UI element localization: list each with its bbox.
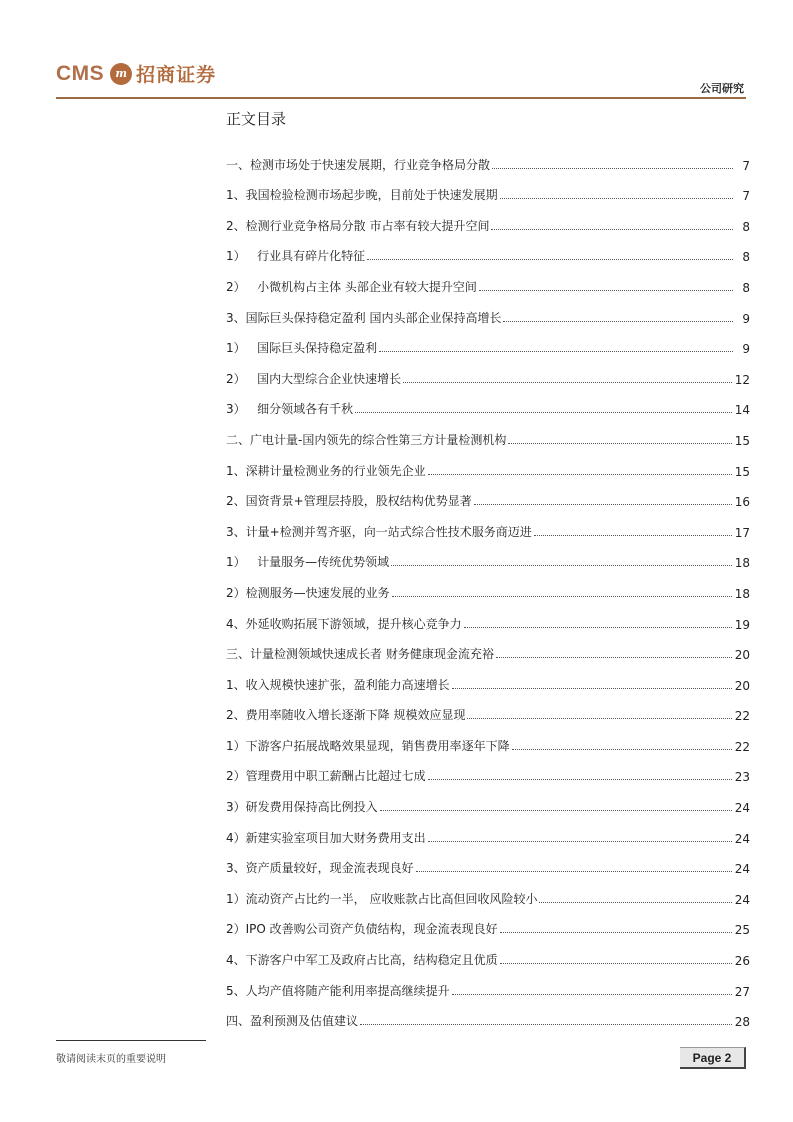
toc-entry-page: 20 (734, 678, 750, 693)
toc-leader-dots (539, 902, 731, 903)
toc-leader-dots (452, 688, 732, 689)
page-header (56, 54, 746, 98)
toc-leader-dots (491, 229, 733, 230)
toc-leader-dots (367, 259, 733, 260)
toc-entry-text: 3、国际巨头保持稳定盈利 国内头部企业保持高增长 (226, 310, 502, 325)
toc-entry-text: 4、外延收购拓展下游领域，提升核心竞争力 (226, 616, 462, 631)
toc-entry[interactable] (226, 937, 750, 968)
toc-entry-page: 24 (734, 831, 750, 846)
toc-entry[interactable] (226, 356, 750, 387)
toc-entry-text: 4、下游客户中军工及政府占比高，结构稳定且优质 (226, 953, 498, 968)
toc-entry-page: 25 (734, 923, 750, 938)
toc-entry-page: 8 (742, 280, 750, 295)
toc-entry-page: 24 (734, 862, 750, 877)
toc-entry[interactable] (226, 264, 750, 295)
toc-leader-dots (464, 627, 732, 628)
toc-entry[interactable] (226, 754, 750, 785)
toc-leader-dots (360, 1024, 732, 1025)
toc-entry-text: 1） 行业具有碎片化特征 (226, 249, 366, 264)
toc-entry[interactable] (226, 632, 750, 663)
toc-entry[interactable] (226, 876, 750, 907)
toc-entry[interactable] (226, 479, 750, 510)
toc-entry-text: 2） 国内大型综合企业快速增长 (226, 371, 402, 386)
toc-entry-page: 18 (734, 556, 750, 571)
toc-entry-page: 28 (734, 1015, 750, 1030)
toc-leader-dots (403, 382, 732, 383)
toc-leader-dots (428, 779, 732, 780)
toc-entry[interactable] (226, 999, 750, 1030)
toc-entry-page: 24 (734, 892, 750, 907)
toc-entry[interactable] (226, 203, 750, 234)
toc-entry-page: 17 (734, 525, 750, 540)
toc-leader-dots (380, 810, 732, 811)
logo-latin: CMS (56, 61, 105, 85)
toc-entry-page: 15 (734, 464, 750, 479)
toc-entry-page: 7 (742, 189, 750, 204)
toc-entry-page: 14 (734, 403, 750, 418)
toc-entry-text: 2、国资背景+管理层持股，股权结构优势显著 (226, 494, 472, 509)
toc-leader-dots (500, 932, 732, 933)
toc-entry-page: 22 (734, 709, 750, 724)
toc-entry[interactable] (226, 784, 750, 815)
footer-divider (56, 1040, 206, 1041)
toc-entry-text: 3） 细分领域各有千秋 (226, 402, 354, 417)
header-divider (56, 97, 746, 99)
toc-entry-page: 8 (742, 219, 750, 234)
toc-title: 正文目录 (226, 110, 287, 128)
toc-entry-text: 1、深耕计量检测业务的行业领先企业 (226, 463, 426, 478)
toc-entry-text: 5、人均产值将随产能利用率提高继续提升 (226, 983, 450, 998)
toc-entry-text: 2）检测服务—快速发展的业务 (226, 585, 390, 600)
toc-leader-dots (479, 290, 733, 291)
toc-entry[interactable] (226, 448, 750, 479)
toc-leader-dots (392, 596, 732, 597)
toc-leader-dots (355, 412, 732, 413)
toc-entry-text: 一、检测市场处于快速发展期，行业竞争格局分散 (226, 157, 491, 172)
toc-entry[interactable] (226, 173, 750, 204)
toc-entry-page: 16 (734, 495, 750, 510)
toc-entry-page: 26 (734, 954, 750, 969)
toc-entry-text: 1）下游客户拓展战略效果显现，销售费用率逐年下降 (226, 738, 510, 753)
report-type: 公司研究 (700, 82, 744, 95)
toc-entry[interactable] (226, 326, 750, 357)
toc-entry[interactable] (226, 723, 750, 754)
table-of-contents (226, 142, 750, 1029)
toc-entry-page: 8 (742, 250, 750, 265)
toc-entry[interactable] (226, 570, 750, 601)
footer-note: 敬请阅读末页的重要说明 (56, 1054, 166, 1065)
toc-entry-text: 三、计量检测领域快速成长者 财务健康现金流充裕 (226, 647, 494, 662)
toc-leader-dots (500, 198, 733, 199)
toc-entry-text: 1、我国检验检测市场起步晚，目前处于快速发展期 (226, 188, 498, 203)
toc-entry[interactable] (226, 846, 750, 877)
toc-entry-page: 15 (734, 433, 750, 448)
toc-entry-page: 24 (734, 801, 750, 816)
toc-leader-dots (428, 841, 732, 842)
toc-entry-text: 2）IPO 改善购公司资产负债结构，现金流表现良好 (226, 922, 498, 937)
toc-entry-page: 9 (742, 342, 750, 357)
toc-entry-text: 2、费用率随收入增长逐渐下降 规模效应显现 (226, 708, 466, 723)
toc-entry-text: 3）研发费用保持高比例投入 (226, 800, 378, 815)
toc-entry[interactable] (226, 907, 750, 938)
toc-entry[interactable] (226, 142, 750, 173)
toc-entry[interactable] (226, 295, 750, 326)
toc-entry-page: 18 (734, 586, 750, 601)
toc-entry[interactable] (226, 815, 750, 846)
toc-entry-text: 二、广电计量-国内领先的综合性第三方计量检测机构 (226, 432, 507, 447)
toc-leader-dots (474, 504, 732, 505)
toc-entry-page: 27 (734, 984, 750, 999)
logo-chinese: 招商证券 (136, 64, 217, 86)
toc-entry-page: 20 (734, 648, 750, 663)
toc-entry-text: 1、收入规模快速扩张，盈利能力高速增长 (226, 677, 450, 692)
toc-entry[interactable] (226, 968, 750, 999)
toc-entry-page: 7 (742, 158, 750, 173)
toc-entry-page: 12 (734, 372, 750, 387)
toc-entry-text: 3、资产质量较好，现金流表现良好 (226, 861, 414, 876)
logo-badge-icon: m (110, 63, 132, 85)
toc-entry[interactable] (226, 693, 750, 724)
toc-leader-dots (416, 871, 732, 872)
toc-entry-text: 2、检测行业竞争格局分散 市占率有较大提升空间 (226, 218, 490, 233)
toc-leader-dots (503, 321, 733, 322)
toc-leader-dots (534, 535, 732, 536)
page-number-box: Page 2 (680, 1047, 746, 1069)
toc-entry-text: 四、盈利预测及估值建议 (226, 1014, 359, 1029)
toc-leader-dots (500, 963, 732, 964)
toc-entry[interactable] (226, 234, 750, 265)
toc-entry[interactable] (226, 662, 750, 693)
toc-entry-text: 2） 小微机构占主体 头部企业有较大提升空间 (226, 279, 477, 294)
toc-entry[interactable] (226, 540, 750, 571)
toc-entry-text: 1）流动资产占比约一半， 应收账款占比高但回收风险较小 (226, 891, 538, 906)
toc-entry-text: 1） 计量服务—传统优势领域 (226, 555, 390, 570)
toc-entry-text: 4）新建实验室项目加大财务费用支出 (226, 830, 426, 845)
toc-leader-dots (452, 994, 732, 995)
toc-leader-dots (379, 351, 733, 352)
toc-leader-dots (496, 657, 732, 658)
toc-entry-text: 1） 国际巨头保持稳定盈利 (226, 341, 378, 356)
cms-logo (56, 60, 216, 87)
toc-leader-dots (492, 168, 733, 169)
toc-entry-page: 23 (734, 770, 750, 785)
toc-leader-dots (391, 565, 732, 566)
toc-leader-dots (508, 443, 731, 444)
toc-entry[interactable] (226, 509, 750, 540)
toc-entry[interactable] (226, 601, 750, 632)
toc-entry-page: 9 (742, 311, 750, 326)
toc-leader-dots (428, 474, 732, 475)
toc-entry[interactable] (226, 387, 750, 418)
toc-entry-page: 22 (734, 739, 750, 754)
toc-entry-page: 19 (734, 617, 750, 632)
toc-leader-dots (467, 718, 731, 719)
toc-leader-dots (512, 749, 732, 750)
toc-entry-text: 3、计量+检测并驾齐驱，向一站式综合性技术服务商迈进 (226, 524, 532, 539)
toc-entry-text: 2）管理费用中职工薪酬占比超过七成 (226, 769, 426, 784)
toc-entry[interactable] (226, 417, 750, 448)
